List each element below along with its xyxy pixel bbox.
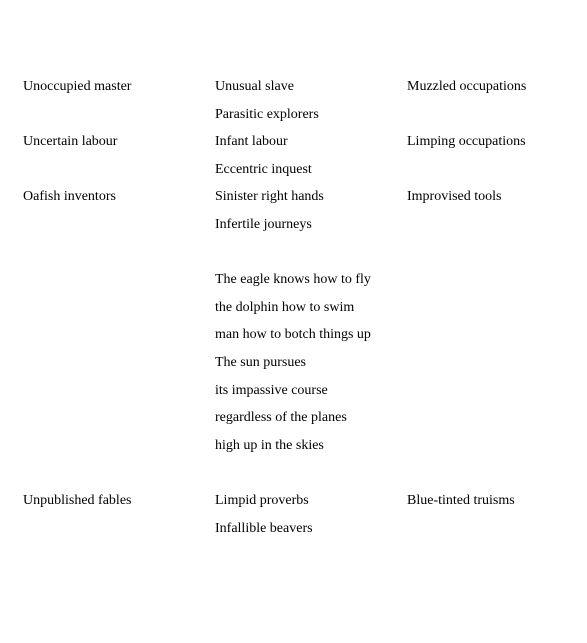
- poem-line: [407, 463, 585, 491]
- poem-line: [215, 463, 400, 491]
- poem-column-left: [23, 77, 208, 546]
- poem-line: Infallible beavers: [215, 520, 313, 536]
- poem-line: its impassive course: [215, 382, 328, 398]
- poem-line: Blue-tinted truisms: [407, 492, 515, 508]
- poem-line: Oafish inventors: [23, 189, 116, 205]
- poem-line: Unusual slave: [215, 79, 294, 94]
- poem-line: The eagle knows how to fly: [215, 272, 371, 288]
- poem-line: [215, 243, 400, 271]
- poem-line: the dolphin how to swim: [215, 299, 355, 315]
- poem-line: [407, 105, 585, 133]
- poem-line: high up in the skies: [215, 437, 324, 453]
- poem-column-right: [407, 77, 585, 546]
- poem-line: Limpid proverbs: [215, 492, 309, 508]
- poem-line: Improvised tools: [407, 189, 502, 205]
- poem-line: [23, 408, 208, 436]
- poem-line: [23, 353, 208, 381]
- poem-line: [23, 270, 208, 298]
- poem-line: The sun pursues: [215, 354, 306, 370]
- poem-line: Limping occupations: [407, 134, 526, 150]
- poem-line: Eccentric inquest: [215, 161, 312, 177]
- poem-line: [407, 519, 585, 547]
- poem-line: [23, 298, 208, 326]
- poem-line: Infant labour: [215, 134, 288, 150]
- poem-line: [407, 160, 585, 188]
- poem-line: [23, 519, 208, 547]
- poem-line: Sinister right hands: [215, 189, 324, 205]
- poem-line: [23, 381, 208, 409]
- poem-line: regardless of the planes: [215, 410, 347, 426]
- poem-line: [23, 160, 208, 188]
- poem-line: [407, 243, 585, 271]
- poem-line: [407, 381, 585, 409]
- poem-line: Unoccupied master: [23, 79, 132, 94]
- poem-line: Parasitic explorers: [215, 106, 319, 122]
- poem-line: [407, 353, 585, 381]
- poem-line: [23, 463, 208, 491]
- poem-line: Unpublished fables: [23, 492, 132, 508]
- poem-line: [23, 243, 208, 271]
- poem-line: Uncertain labour: [23, 134, 118, 150]
- poem-line: [23, 105, 208, 133]
- poem-line: man how to botch things up: [215, 327, 371, 343]
- poem-line: [407, 408, 585, 436]
- poem-line: [407, 270, 585, 298]
- poem-line: [407, 436, 585, 464]
- poem-column-middle: [215, 77, 400, 546]
- poem-line: [23, 215, 208, 243]
- poem-line: [407, 298, 585, 326]
- poem-line: [407, 215, 585, 243]
- poem-line: Muzzled occupations: [407, 79, 527, 94]
- poem-line: [407, 325, 585, 353]
- poem-line: [23, 436, 208, 464]
- poem-line: Infertile journeys: [215, 216, 312, 232]
- poem-line: [23, 325, 208, 353]
